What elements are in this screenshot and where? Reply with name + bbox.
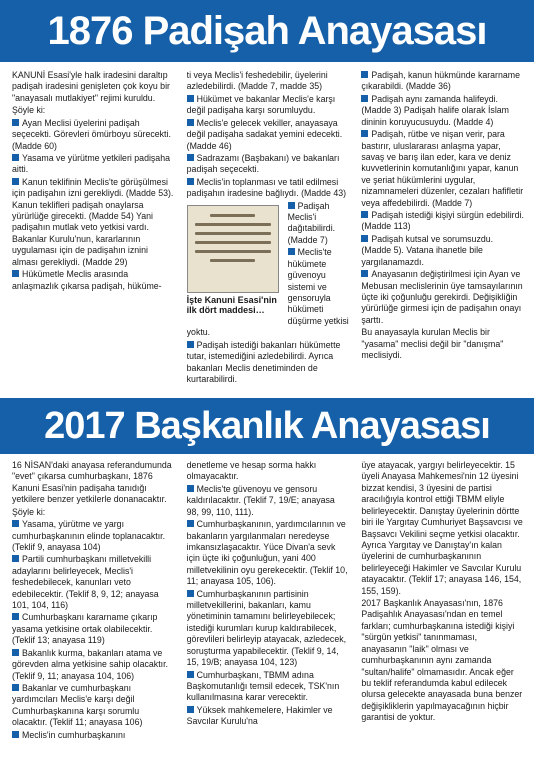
- bullet-paragraph: [361, 70, 524, 93]
- bullet-paragraph: [361, 94, 524, 128]
- bullet-square-icon: [187, 154, 194, 161]
- kanuni-esasi-page-image: [187, 205, 279, 293]
- bullet-square-icon: [361, 95, 368, 102]
- article-2017-column-3: [361, 460, 524, 778]
- bullet-square-icon: [361, 71, 368, 78]
- paragraph-text: Cumhurbaşkanı kararname çıkarıp yasama yetkisine ortak olabilecektir. (Teklif 13; anayasa 119): [12, 612, 158, 646]
- bullet-paragraph: [187, 589, 350, 669]
- bullet-paragraph: [12, 177, 175, 268]
- bullet-paragraph: [12, 269, 175, 292]
- bullet-square-icon: [361, 211, 368, 218]
- paragraph-text: Kanun teklifinin Meclis'te görüşülmesi için padişahın izni gerekliydi. (Madde 53). Kanun teklifleri padişah onaylarsa yürürlüğe girecekti. (Madde 54) Yani padişahın mutlak veto yetkisi vardı. Bakanlar Kurulu'nun, kararlarının uygulaması için de padişahın iznini alması gerekliydi. (Madde 29): [12, 176, 174, 267]
- paragraph-soyle-ki: Şöyle ki:: [12, 105, 46, 116]
- article-1876-column-2: [187, 70, 350, 392]
- paragraph-text: Cumhurbaşkanının, yardımcılarının ve bakanların yargılanmaları neredeyse imkansızlaşacaktır. Yüce Divan'a sevk için üçte iki çoğunluğun, yani 400 milletvekilinin oyu gerekecektir. (Teklif 10, 11; anayasa 105, 106).: [186, 519, 348, 587]
- bullet-paragraph: [187, 153, 350, 176]
- bullet-square-icon: [187, 485, 194, 492]
- bullet-paragraph: [187, 340, 350, 386]
- bullet-paragraph: [361, 129, 524, 209]
- article-1876: [12, 70, 524, 392]
- bullet-square-icon: [187, 520, 194, 527]
- paragraph-text: Padişah istediği kişiyi sürgün edebilirdi. (Madde 113): [361, 210, 524, 232]
- bullet-paragraph: [361, 269, 524, 326]
- section-title-1876: 1876 Padişah Anayasası: [0, 0, 534, 62]
- document-photo: [187, 201, 283, 317]
- bullet-square-icon: [187, 95, 194, 102]
- article-1876-column-1: [12, 70, 175, 392]
- bullet-paragraph: [187, 177, 350, 200]
- article-2017: [12, 460, 524, 778]
- paragraph-text: Padişah istediği bakanları hükümette tutar, istemediğini azledebilirdi. Ayrıca bakanları Meclis denetiminden de kurtarabilirdi.: [186, 339, 341, 384]
- bullet-square-icon: [187, 341, 194, 348]
- bullet-square-icon: [12, 178, 19, 185]
- paragraph-text: Anayasanın değiştirilmesi için Ayan ve Mebusan meclislerinin üye tamsayılarının üçte iki çoğunluğu gerekirdi. Değişikliğin yürürlüğe girmesi için de padişahın onayı şarttı.: [361, 269, 523, 325]
- paragraph-text: Meclis'in toplanması ve tatil edilmesi padişahın iradesine bağlıydı. (Madde 43): [186, 176, 347, 199]
- bullet-square-icon: [12, 649, 19, 656]
- bullet-square-icon: [187, 706, 194, 713]
- bullet-paragraph: [12, 153, 175, 176]
- paragraph-soyle-ki: Şöyle ki:: [12, 506, 46, 517]
- paragraph-text: Padişah Meclis'i dağıtabilirdi. (Madde 7): [287, 200, 336, 245]
- bullet-paragraph: [187, 118, 350, 152]
- paragraph-text: Partili cumhurbaşkanı milletvekilli adaylarını belirleyecek, Meclis'i feshedebilecek, kanunları veto edebilecektir. (Teklif 8, 9, 12; anayasa 101, 104, 116): [12, 554, 159, 611]
- paragraph-conclusion: Bu anayasayla kurulan Meclis bir "yasama" meclisi değil bir "danışma" meclisiydi.: [361, 327, 504, 361]
- bullet-paragraph: [12, 612, 175, 646]
- bullet-paragraph: [12, 683, 175, 729]
- article-2017-column-2: [187, 460, 350, 778]
- bullet-square-icon: [288, 202, 295, 209]
- paragraph-intro: KANUNİ Esasi'yle halk iradesini daraltıp padişah iradesini genişleten çok koyu bir "anayasalı mutlakiyet" rejimi kuruldu.: [12, 70, 170, 103]
- bullet-square-icon: [288, 248, 295, 255]
- bullet-paragraph: [187, 484, 350, 518]
- bullet-square-icon: [187, 178, 194, 185]
- paragraph-text: Ayan Meclisi üyelerini padişah seçecekti. Görevleri ömürboyu sürecekti. (Madde 60): [12, 117, 171, 151]
- paragraph-text: Bakanlar ve cumhurbaşkanı yardımcıları Meclis'e karşı değil Cumhurbaşkanına karşı sorumlu olacaktır. (Teklif 11; anayasa 106): [12, 683, 143, 728]
- paragraph-conclusion: 2017 Başkanlık Anayasası'nın, 1876 Padişahlık Anayasası'ndan en temel farkları; cumhurbaşkanına istediği kişiyi "sürgün yetkisi" tanınmaması, anayasanın "laik" olması ve cumhurbaşkanının aynı zamanda "sultan/halife" olmamasıdır. Ancak eğer bu teklif referandumda kabul edilecek olursa gelecekte anayasada buna benzer değişikliklerin yapılmayacağının hiçbir garantisi de yoktur.: [361, 598, 523, 723]
- bullet-square-icon: [12, 154, 19, 161]
- paragraph-text: Cumhurbaşkanının partisinin milletvekillerini, bakanları, kamu yönetiminin tamamını belirleyebilecek; istediği kurumları kurup kaldırabilecek, görevlileri belirleyip atayacak, azledecek, soruşturma yapabilecektir. (Teklif 9, 14, 15, 19/B; anayasa 104, 123): [186, 588, 347, 668]
- paragraph-text: Hükümet ve bakanlar Meclis'e karşı değil padişaha karşı sorumluydu.: [186, 93, 336, 116]
- bullet-square-icon: [187, 590, 194, 597]
- bullet-paragraph: [12, 519, 175, 553]
- bullet-paragraph: [12, 118, 175, 152]
- paragraph-text: ti veya Meclis'i feshedebilir, üyelerini azledebilirdi. (Madde 7, madde 35): [186, 70, 328, 92]
- paragraph-text: üye atayacak, yargıyı belirleyecektir. 15 üyeli Anayasa Mahkemesi'nin 12 üyesini bizzat kendisi, 3 üyesini de partisi aracılığıyla kontrol ettiği TBMM eliyle belirleyecektir. Danıştay üyelerinin dörtte biri ile Yargıtay Cumhuriyet Başsavcısı ve Başsavcı Vekilini seçme yetkisi olacaktır. Ayrıca Yargıtay ve Danıştay'ın kalan üyelerini de cumhurbaşkanının belirleyeceği Hakimler ve Savcılar Kurulu atayacaktır. (Teklif 17; anayasa 146, 154, 155, 159).: [361, 460, 523, 596]
- section-title-2017: 2017 Başkanlık Anayasası: [0, 398, 534, 454]
- bullet-paragraph: [361, 234, 524, 268]
- paragraph-text: denetleme ve hesap sorma hakkı olmayacaktır.: [186, 460, 317, 482]
- paragraph-intro: 16 NİSAN'daki anayasa referandumunda "evet" çıkarsa cumhurbaşkanı, 1876 Kanuni Esasi'nin padişaha tanıdığı yetkilere benzer yetkilerle donanacaktır.: [12, 460, 172, 505]
- bullet-square-icon: [12, 119, 19, 126]
- paragraph-text: Hükümetle Meclis arasında anlaşmazlık çıkarsa padişah, hüküme-: [12, 269, 162, 291]
- bullet-paragraph: [12, 730, 175, 741]
- bullet-square-icon: [361, 270, 368, 277]
- article-2017-column-1: [12, 460, 175, 778]
- paragraph-text: Yasama ve yürütme yetkileri padişaha aitti.: [12, 152, 170, 175]
- bullet-square-icon: [361, 130, 368, 137]
- bullet-paragraph: [12, 554, 175, 611]
- bullet-paragraph: [12, 648, 175, 682]
- photo-caption: İşte Kanuni Esasi'nin ilk dört maddesi…: [186, 294, 277, 316]
- paragraph-text: Padişah, rütbe ve nişan verir, para bastırır, uluslararası anlaşma yapar, savaş ve barış ilan eder, kara ve deniz kuvvetlerinin komutanlığını yapar, kanun ve şeriat hükümlerini uygular, nizamnameleri düzenler, cezaları hafifletir veya affedebilirdi. (Madde 7): [361, 129, 524, 208]
- paragraph-text: Meclis'e gelecek vekiller, anayasaya değil padişaha sadakat yemini edecekti. (Madde 46): [186, 117, 343, 151]
- bullet-square-icon: [361, 235, 368, 242]
- bullet-paragraph: [361, 210, 524, 233]
- bullet-square-icon: [12, 520, 19, 527]
- bullet-square-icon: [12, 684, 19, 691]
- bullet-square-icon: [187, 671, 194, 678]
- bullet-paragraph: [187, 670, 350, 704]
- paragraph-text: Bakanlık kurma, bakanları atama ve görevden alma yetkisine sahip olacaktır. (Teklif 9, 11; anayasa 104, 106): [12, 647, 168, 681]
- bullet-square-icon: [12, 731, 19, 738]
- paragraph-text: Yüksek mahkemelere, Hakimler ve Savcılar Kurulu'na: [186, 704, 333, 727]
- bullet-square-icon: [12, 555, 19, 562]
- paragraph-text: Padişah, kanun hükmünde kararname çıkarabildi. (Madde 36): [361, 70, 520, 92]
- paragraph-text: Padişah aynı zamanda halifeydi. (Madde 3) Padişah halife olarak İslam dininin koruyucusuydu. (Madde 4): [361, 93, 509, 127]
- paragraph-text: Yasama, yürütme ve yargı cumhurbaşkanının elinde toplanacaktır. (Teklif 9, anayasa 104): [12, 519, 166, 552]
- paragraph-text: Sadrazamı (Başbakanı) ve bakanları padişah seçecekti.: [186, 152, 340, 175]
- paragraph-text: Cumhurbaşkanı, TBMM adına Başkomutanlığı temsil edecek, TSK'nın kullanılmasına karar verecektir.: [186, 669, 340, 703]
- bullet-square-icon: [12, 613, 19, 620]
- paragraph-text: Meclis'te hükümete güvenoyu sistemi ve gensoruyla hükümeti düşürme yetkisi yoktu.: [186, 247, 349, 338]
- paragraph-text: Padişah kutsal ve sorumsuzdu. (Madde 5). Vatana ihanetle bile yargılanamazdı.: [361, 233, 494, 267]
- paragraph-text: Meclis'te güvenoyu ve gensoru kaldırılacaktır. (Teklif 7, 19/E; anayasa 98, 99, 110, 111).: [186, 483, 335, 517]
- bullet-square-icon: [12, 270, 19, 277]
- article-1876-column-3: [361, 70, 524, 392]
- bullet-paragraph: [187, 94, 350, 117]
- bullet-square-icon: [187, 119, 194, 126]
- bullet-paragraph: [187, 705, 350, 728]
- bullet-paragraph: [187, 519, 350, 588]
- paragraph-text: Meclis'in cumhurbaşkanını: [22, 729, 126, 740]
